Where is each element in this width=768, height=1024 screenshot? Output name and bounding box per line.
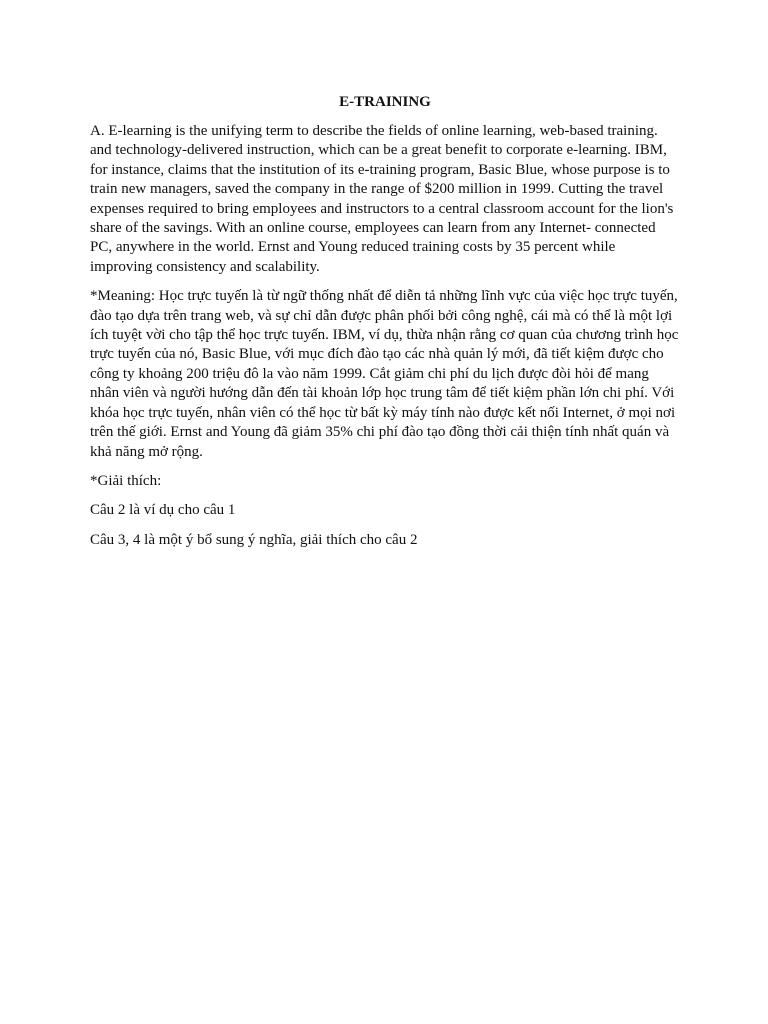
paragraph-explanation-sentence-2: Câu 2 là ví dụ cho câu 1 xyxy=(90,502,236,519)
paragraph-meaning-translation: *Meaning: Học trực tuyến là từ ngữ thống nhất để diễn tả những lĩnh vực của việc học trực tuyến, đào tạo dựa trên trang web, và sự chỉ dẫn được phân phối bởi công nghệ, cái mà có thể là một lợi ích tuyệt vời cho tập thể học trực tuyến. IBM, ví dụ, thừa nhận rằng cơ quan của chương trình học trực tuyến của nó, Basic Blue, với mục đích đào tạo các nhà quản lý mới, đã tiết kiệm được cho công ty khoảng 200 triệu đô la vào năm 1999. Cắt giảm chi phí du lịch được đòi hỏi để mang nhân viên và người hướng dẫn đến tài khoản lớp học trung tâm để tiết kiệm phần lớn chi phí. Với khóa học trực tuyến, nhân viên có thể học từ bất kỳ máy tính nào được kết nối Internet, ở mọi nơi trên thế giới. Ernst and Young đã giảm 35% chi phí đào tạo đồng thời cải thiện tính nhất quán và khả năng mở rộng. xyxy=(90,288,679,460)
document-body xyxy=(90,93,680,560)
paragraph-english-passage: A. E-learning is the unifying term to describe the fields of online learning, web-based training. and technology-delivered instruction, which can be a great benefit to corporate e-learning. IBM, for instance, claims that the institution of its e-training program, Basic Blue, whose purpose is to train new managers, saved the company in the range of $200 million in 1999. Cutting the travel expenses required to bring employees and instructors to a central classroom account for the lion's share of the savings. With an online course, employees can learn from any Internet- connected PC, anywhere in the world. Ernst and Young reduced training costs by 35 percent while improving consistency and scalability. xyxy=(90,123,674,275)
document-title: E-TRAINING xyxy=(339,94,431,110)
paragraph-explanation-sentence-3-4: Câu 3, 4 là một ý bổ sung ý nghĩa, giải thích cho câu 2 xyxy=(90,531,418,548)
paragraph-explanation-heading: *Giải thích: xyxy=(90,472,162,489)
